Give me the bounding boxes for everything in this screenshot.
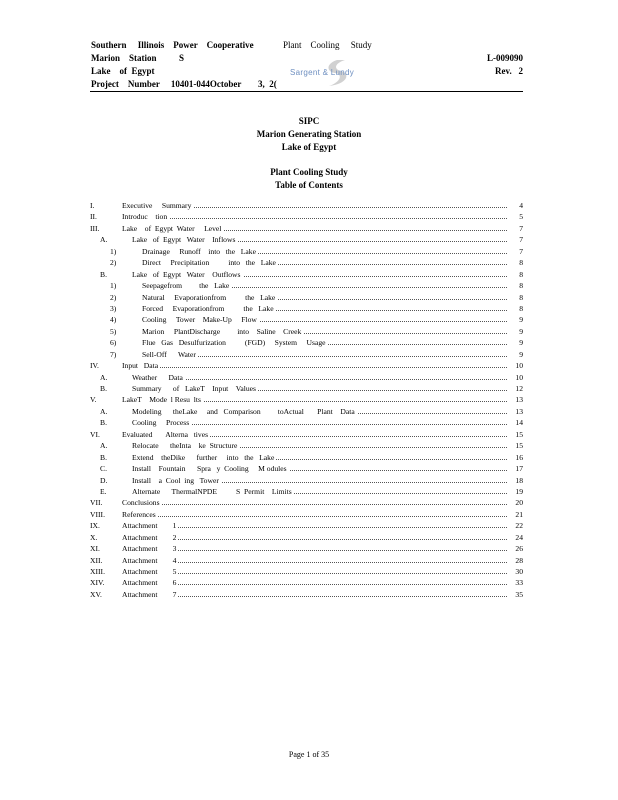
toc-entry	[90, 566, 523, 577]
toc-entry-page: 10	[515, 372, 523, 382]
toc-entry	[90, 257, 523, 268]
toc-entry-page: 8	[519, 258, 523, 268]
toc-entry-page: 7	[519, 235, 523, 245]
toc-entry-number: 2)	[110, 258, 117, 268]
toc-entry-label: Introduc tion	[122, 212, 168, 222]
toc-entry-page: 24	[515, 532, 523, 542]
toc-entry-page: 21	[515, 509, 523, 519]
toc-entry-label: Drainage Runoff into the Lake	[142, 246, 256, 256]
toc-entry	[90, 497, 523, 508]
toc-entry-number: 3)	[110, 303, 117, 313]
toc-entry-label: Lake of Egypt Water Outflows	[132, 269, 241, 279]
toc-entry-page: 8	[519, 281, 523, 291]
toc-entry-number: 1)	[110, 281, 117, 291]
page-number: Page 1 of 35	[288, 750, 330, 759]
toc-entry-number: 1)	[110, 246, 117, 256]
toc-entry	[90, 211, 523, 222]
toc-entry-number: B.	[100, 384, 107, 393]
toc-entry-page: 8	[519, 292, 523, 302]
toc-entry-page: 13	[515, 395, 523, 405]
toc-entry-label: Sell-Off Water	[142, 349, 196, 359]
toc-entry-page: 8	[519, 303, 523, 313]
toc-entry	[90, 200, 523, 211]
toc-entry	[90, 532, 523, 543]
toc-entry-label: Direct Precipitation into the Lake	[142, 258, 276, 268]
toc-entry-label: Evaluated Alterna tives	[122, 429, 209, 439]
toc-entry-number: B.	[100, 452, 107, 462]
toc-entry-label: Flue Gas Desulfurization (FGD) System Usage	[142, 338, 326, 348]
toc-entry-page: 15	[515, 441, 523, 451]
toc-leader-dots	[122, 367, 507, 368]
toc-entry-number: XIV.	[90, 578, 105, 588]
header-project-number: Project Number 10401-044October	[91, 79, 242, 89]
toc-entry	[90, 417, 523, 428]
toc-entry-label: Lake of Egypt Water Inflows	[132, 235, 236, 245]
toc-entry-number: I.	[90, 201, 95, 210]
header-revision: Rev. 2	[495, 66, 523, 76]
toc-entry-number: A.	[100, 235, 108, 245]
title-org: SIPC	[298, 116, 320, 126]
toc-entry-label: Install Fountain Spra y Cooling M odules	[132, 464, 287, 474]
toc-entry-label: Natural Evaporationfrom the Lake	[142, 292, 276, 302]
toc-entry-number: A.	[100, 372, 108, 382]
toc-entry-page: 35	[515, 589, 523, 599]
toc-entry	[90, 509, 523, 520]
toc-entry-number: X.	[90, 532, 98, 542]
toc-entry-page: 12	[515, 384, 523, 393]
toc-entry-page: 28	[515, 555, 523, 565]
toc-entry	[90, 555, 523, 566]
toc-entry-number: IV.	[90, 361, 99, 371]
toc-entry-page: 30	[515, 567, 523, 576]
toc-entry-number: E.	[100, 486, 107, 496]
title-contents: Table of Contents	[275, 180, 343, 190]
toc-leader-dots	[122, 504, 507, 505]
toc-entry-page: 15	[515, 429, 523, 439]
toc-entry	[90, 326, 523, 337]
toc-entry-number: 7)	[110, 349, 117, 359]
toc-entry-label: Relocate theIntа ke Structure	[132, 441, 238, 451]
toc-entry-label: Attachment 3	[122, 544, 177, 554]
toc-entry-number: XIII.	[90, 567, 105, 576]
toc-leader-dots	[122, 562, 507, 563]
toc-entry-page: 33	[515, 578, 523, 588]
toc-entry	[90, 303, 523, 314]
toc-entry-label: Attachment 5	[122, 567, 177, 576]
toc-entry-number: XII.	[90, 555, 103, 565]
toc-entry-page: 16	[515, 452, 523, 462]
toc-entry-label: Conclusions	[122, 498, 160, 508]
header-date: 3, 2(	[258, 79, 277, 89]
toc-leader-dots	[122, 596, 507, 597]
toc-entry-page: 7	[519, 246, 523, 256]
toc-entry-page: 10	[515, 361, 523, 371]
toc-entry	[90, 543, 523, 554]
toc-entry-label: Attachment 2	[122, 532, 177, 542]
title-station: Marion Generating Station	[256, 129, 362, 139]
toc-leader-dots	[122, 550, 507, 551]
header-company: Southern Illinois Power Cooperative	[91, 40, 254, 50]
toc-entry-label: Attachment 6	[122, 578, 177, 588]
toc-entry-number: XI.	[90, 544, 100, 554]
toc-entry	[90, 475, 523, 486]
toc-entry-label: Attachment 4	[122, 555, 177, 565]
toc-entry-page: 9	[519, 326, 523, 336]
toc-entry-label: Executive Summary	[122, 201, 192, 210]
toc-entry-page: 9	[519, 349, 523, 359]
toc-leader-dots	[122, 573, 507, 574]
toc-entry-label: Extend theDike further into the Lake	[132, 452, 275, 462]
toc-entry-page: 9	[519, 338, 523, 348]
toc-leader-dots	[132, 379, 507, 380]
title-study: Plant Cooling Study	[270, 167, 348, 177]
toc-entry-number: 2)	[110, 292, 117, 302]
title-lake: Lake of Egypt	[281, 142, 337, 152]
toc-entry-label: Cooling Process	[132, 418, 190, 428]
toc-entry-label: Forced Evaporationfrom the Lake	[142, 303, 274, 313]
toc-entry	[90, 234, 523, 245]
toc-entry-label: Alternate ThermalNPDE S Permit Limits	[132, 486, 292, 496]
toc-entry-number: B.	[100, 418, 107, 428]
toc-entry-page: 8	[519, 269, 523, 279]
toc-entry-label: Weather Data	[132, 372, 183, 382]
toc-leader-dots	[122, 584, 507, 585]
toc-entry-number: II.	[90, 212, 97, 222]
toc-leader-dots	[122, 539, 507, 540]
toc-entry-number: IX.	[90, 521, 100, 531]
toc-entry	[90, 452, 523, 463]
table-of-contents	[90, 200, 523, 600]
toc-entry	[90, 589, 523, 600]
toc-entry	[90, 349, 523, 360]
toc-entry	[90, 406, 523, 417]
toc-entry-page: 17	[515, 464, 523, 474]
toc-entry-number: 4)	[110, 315, 117, 325]
toc-entry	[90, 280, 523, 291]
toc-entry-number: C.	[100, 464, 107, 474]
toc-entry-page: 5	[519, 212, 523, 222]
toc-entry-label: Attachment 7	[122, 589, 177, 599]
toc-entry	[90, 429, 523, 440]
toc-entry-number: VIII.	[90, 509, 105, 519]
toc-entry-label: Marion PlantDischarge into Saline Creek	[142, 326, 302, 336]
toc-entry-number: V.	[90, 395, 97, 405]
toc-entry-label: Install a Cool ing Tower	[132, 475, 219, 485]
toc-entry-label: References	[122, 509, 156, 519]
toc-entry-number: XV.	[90, 589, 102, 599]
toc-leader-dots	[122, 218, 507, 219]
logo-wordmark: Sargent & Lundy	[290, 68, 355, 77]
toc-entry-label: Cooling Tower Make-Up Flow	[142, 315, 257, 325]
toc-entry	[90, 360, 523, 371]
header-station: Marion Station S	[91, 53, 185, 63]
toc-entry	[90, 394, 523, 405]
toc-entry-page: 26	[515, 544, 523, 554]
toc-entry-label: Attachment 1	[122, 521, 177, 531]
toc-entry-page: 9	[519, 315, 523, 325]
toc-entry	[90, 440, 523, 451]
toc-entry-page: 7	[519, 223, 523, 233]
toc-entry-label: Input Data	[122, 361, 159, 371]
toc-entry	[90, 337, 523, 348]
toc-entry-page: 18	[515, 475, 523, 485]
header-doc-number: L-009090	[487, 53, 523, 63]
toc-entry-number: A.	[100, 441, 108, 451]
toc-entry-label: LakeT Mode l Resu lts	[122, 395, 201, 405]
toc-entry-number: VII.	[90, 498, 103, 508]
header-lake: Lake of Egypt	[91, 66, 155, 76]
toc-entry-label: Lake of Egypt Water Level	[122, 223, 222, 233]
toc-entry-page: 13	[515, 406, 523, 416]
toc-leader-dots	[122, 527, 507, 528]
toc-leader-dots	[122, 516, 507, 517]
toc-entry-page: 20	[515, 498, 523, 508]
toc-entry	[90, 520, 523, 531]
toc-entry-number: III.	[90, 223, 100, 233]
toc-entry	[90, 577, 523, 588]
toc-entry	[90, 246, 523, 257]
toc-entry-number: 5)	[110, 326, 117, 336]
toc-entry-label: Summary of LakeT Input Values	[132, 384, 256, 393]
toc-entry-number: 6)	[110, 338, 117, 348]
toc-entry	[90, 486, 523, 497]
toc-entry	[90, 223, 523, 234]
toc-entry-label: Seepagefrom the Lake	[142, 281, 230, 291]
toc-entry	[90, 463, 523, 474]
toc-entry-number: D.	[100, 475, 108, 485]
toc-entry-label: Modeling theLake and Comparison toActual Plant Data	[132, 406, 355, 416]
header-rule	[90, 91, 523, 92]
toc-entry	[90, 292, 523, 303]
toc-entry	[90, 314, 523, 325]
toc-entry	[90, 269, 523, 280]
toc-entry	[90, 372, 523, 383]
toc-entry-number: A.	[100, 406, 108, 416]
toc-entry-number: B.	[100, 269, 107, 279]
toc-entry-page: 14	[515, 418, 523, 428]
toc-entry-page: 4	[519, 201, 523, 210]
toc-entry-page: 19	[515, 486, 523, 496]
toc-entry-number: VI.	[90, 429, 100, 439]
toc-entry	[90, 383, 523, 394]
header-study-title: Plant Cooling Study	[283, 40, 372, 50]
toc-entry-page: 22	[515, 521, 523, 531]
